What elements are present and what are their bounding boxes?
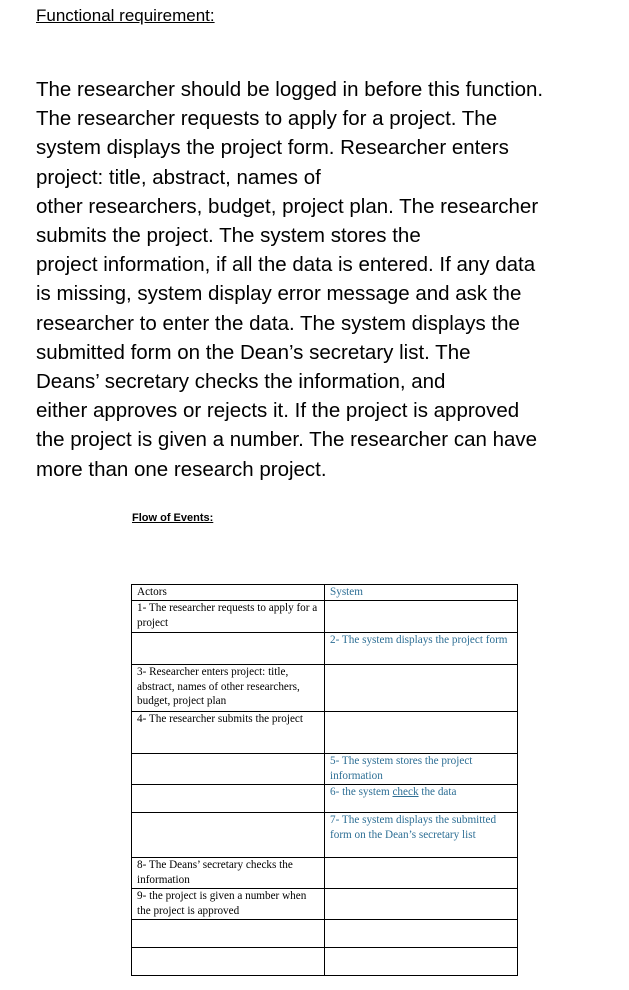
paragraph-line: researcher to enter the data. The system displays the xyxy=(36,311,520,335)
paragraph-line: is missing, system display error message and ask the xyxy=(36,282,522,306)
actor-cell: 4- The researcher submits the project xyxy=(132,712,325,754)
actor-cell xyxy=(132,754,325,785)
flow-of-events-table xyxy=(131,584,518,976)
table-row xyxy=(132,948,518,976)
system-text-prefix: 6- the system xyxy=(330,786,393,799)
functional-requirement-heading: Functional requirement: xyxy=(36,6,215,25)
actor-cell: 3- Researcher enters project: title, abstract, names of other researchers, budget, project plan xyxy=(132,665,325,712)
system-cell xyxy=(325,665,518,712)
requirement-paragraph xyxy=(36,75,606,484)
table-row xyxy=(132,858,518,889)
actor-cell: 9- the project is given a number when the project is approved xyxy=(132,889,325,920)
paragraph-line: the project is given a number. The researcher can have xyxy=(36,428,538,452)
table-row xyxy=(132,785,518,813)
system-text-emphasis: check xyxy=(392,786,419,799)
paragraph-line: submitted form on the Dean’s secretary list. The xyxy=(36,340,471,364)
actor-cell xyxy=(132,633,325,665)
system-cell xyxy=(325,920,518,948)
table-row xyxy=(132,712,518,754)
system-text-suffix: the data xyxy=(418,786,457,799)
system-cell: 7- The system displays the submitted form on the Dean’s secretary list xyxy=(325,813,518,858)
paragraph-line: The researcher should be logged in before this function. xyxy=(36,78,544,101)
system-cell xyxy=(325,858,518,889)
system-column-header: System xyxy=(325,585,518,601)
table-row xyxy=(132,889,518,920)
table-row xyxy=(132,601,518,633)
paragraph-line: The researcher requests to apply for a project. The xyxy=(36,107,498,131)
actors-column-header: Actors xyxy=(132,585,325,601)
table-row xyxy=(132,813,518,858)
system-cell xyxy=(325,601,518,633)
system-cell: 5- The system stores the project information xyxy=(325,754,518,785)
paragraph-line: project: title, abstract, names of xyxy=(36,165,321,189)
table-row xyxy=(132,633,518,665)
paragraph-line: system displays the project form. Researcher enters xyxy=(36,136,509,160)
system-cell xyxy=(325,889,518,920)
table-row xyxy=(132,920,518,948)
paragraph-line: Deans’ secretary checks the information, and xyxy=(36,370,446,394)
paragraph-line: other researchers, budget, project plan. The researcher xyxy=(36,194,539,218)
paragraph-line: more than one research project. xyxy=(36,457,327,481)
actor-cell xyxy=(132,920,325,948)
table-row xyxy=(132,754,518,785)
system-cell xyxy=(325,785,518,813)
table-header-row xyxy=(132,585,518,601)
paragraph-line: submits the project. The system stores the xyxy=(36,224,421,248)
system-cell xyxy=(325,948,518,976)
actor-cell: 8- The Deans’ secretary checks the information xyxy=(132,858,325,889)
actor-cell: 1- The researcher requests to apply for a project xyxy=(132,601,325,633)
system-cell xyxy=(325,712,518,754)
paragraph-line: either approves or rejects it. If the project is approved xyxy=(36,399,520,423)
flow-of-events-heading: Flow of Events: xyxy=(132,512,214,524)
actor-cell xyxy=(132,785,325,813)
table-row xyxy=(132,665,518,712)
actor-cell xyxy=(132,813,325,858)
paragraph-line: project information, if all the data is entered. If any data xyxy=(36,253,536,277)
system-cell: 2- The system displays the project form xyxy=(325,633,518,665)
actor-cell xyxy=(132,948,325,976)
